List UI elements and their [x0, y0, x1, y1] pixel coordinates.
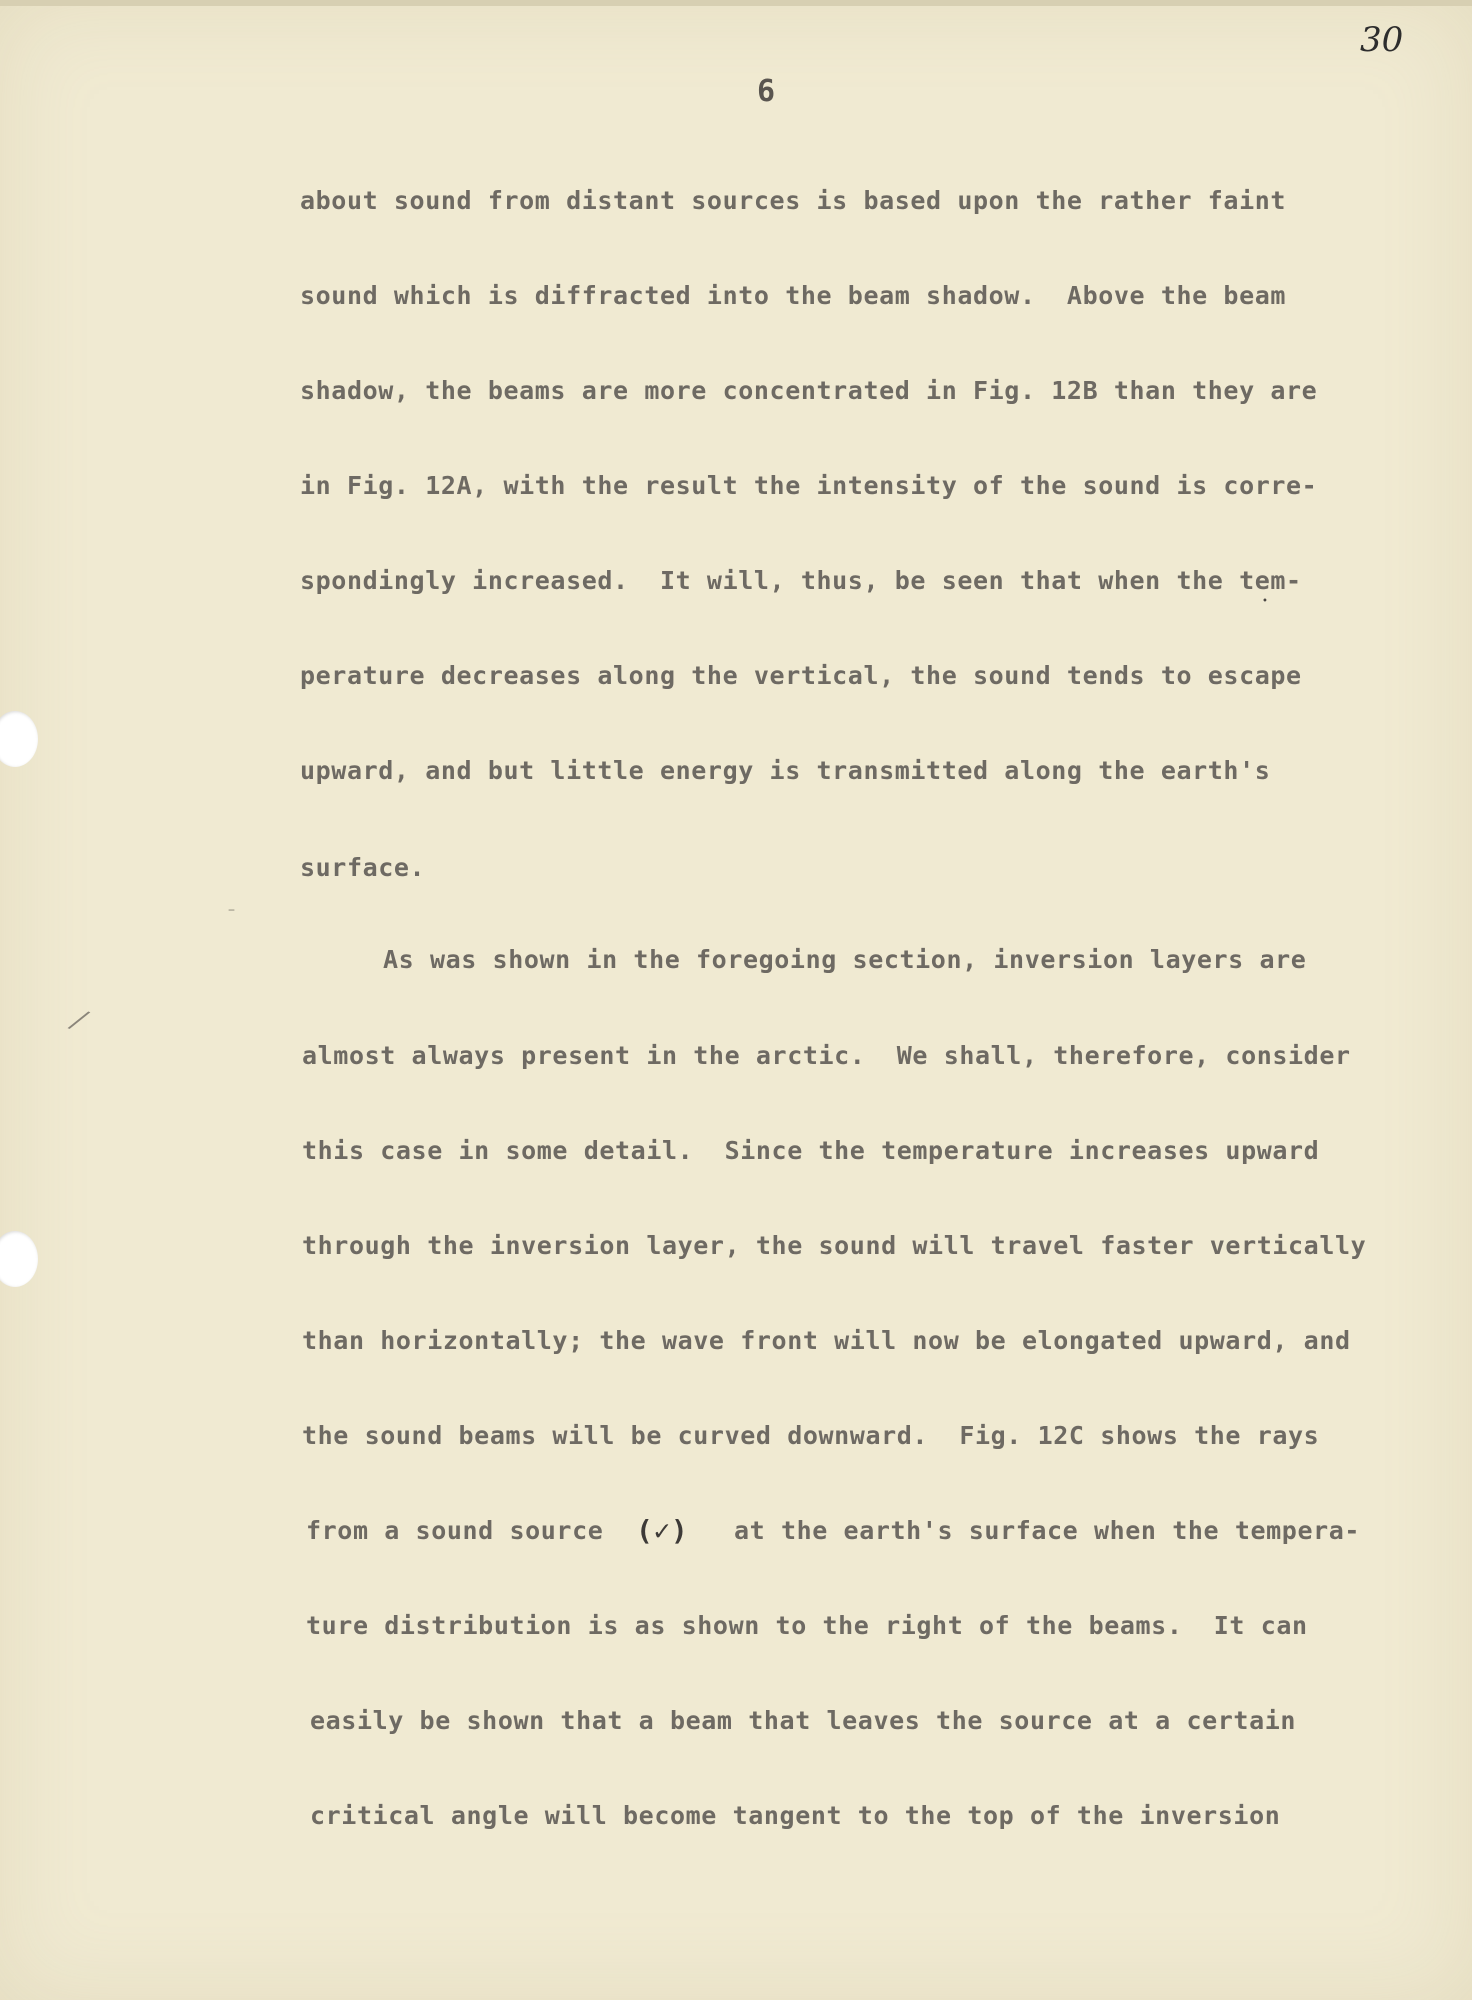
- page-top-edge: [0, 0, 1472, 6]
- text-line: surface.: [300, 853, 426, 882]
- text-line: about sound from distant sources is based upon the rather faint: [300, 186, 1287, 215]
- text-line: this case in some detail. Since the temperature increases upward: [302, 1136, 1320, 1165]
- stray-mark: •: [1262, 596, 1268, 607]
- text-line: ture distribution is as shown to the right of the beams. It can: [306, 1611, 1308, 1640]
- page-number: 6: [757, 74, 776, 109]
- text-line: sound which is diffracted into the beam shadow. Above the beam: [300, 281, 1287, 310]
- pencil-mark: –: [228, 902, 235, 918]
- text-line: in Fig. 12A, with the result the intensity of the sound is corre-: [300, 471, 1318, 500]
- text-line: easily be shown that a beam that leaves the source at a certain: [310, 1706, 1297, 1735]
- text-line: at the earth's surface when the tempera-: [734, 1516, 1361, 1545]
- text-line: almost always present in the arctic. We shall, therefore, consider: [302, 1041, 1351, 1070]
- handwritten-folio-number: 30: [1360, 20, 1404, 60]
- sound-source-symbol: (✓): [636, 1514, 689, 1547]
- paragraph-first-line: As was shown in the foregoing section, inversion layers are: [383, 945, 1307, 974]
- text-line: upward, and but little energy is transmitted along the earth's: [300, 756, 1271, 785]
- text-line: through the inversion layer, the sound will travel faster vertically: [302, 1231, 1367, 1260]
- punch-hole: [0, 711, 38, 767]
- text-line: from a sound source: [306, 1516, 604, 1545]
- text-line: shadow, the beams are more concentrated in Fig. 12B than they are: [300, 376, 1318, 405]
- text-line: perature decreases along the vertical, the sound tends to escape: [300, 661, 1302, 690]
- pencil-mark: ⁄: [70, 1004, 87, 1039]
- text-line: than horizontally; the wave front will now be elongated upward, and: [302, 1326, 1351, 1355]
- punch-hole: [0, 1231, 38, 1287]
- text-line: spondingly increased. It will, thus, be seen that when the tem-: [300, 566, 1302, 595]
- text-line: critical angle will become tangent to the top of the inversion: [310, 1801, 1281, 1830]
- text-line: the sound beams will be curved downward. Fig. 12C shows the rays: [302, 1421, 1320, 1450]
